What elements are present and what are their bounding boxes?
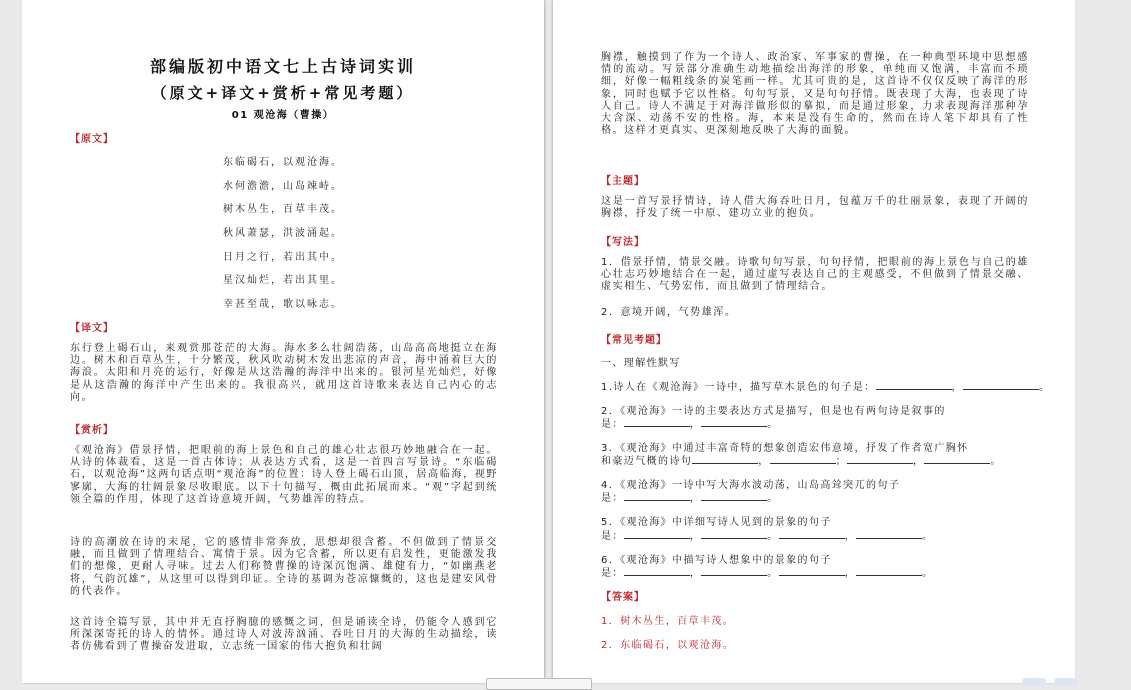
toolbar-button[interactable] <box>1022 678 1046 686</box>
method-paragraph-2: 2．意境开阔，气势雄浑。 <box>601 307 737 318</box>
section-heading-questions: 【常见考题】 <box>601 335 667 346</box>
question-3: 3．《观沧海》中通过丰富奇特的想象创造宏伟意境，抒发了作者宽广胸怀 <box>601 443 969 454</box>
question-5-blanks: 是： ， 。 ， 。 <box>601 531 934 542</box>
section-heading-answers: 【答案】 <box>601 592 645 603</box>
poem-line: 幸甚至哉，歌以咏志。 <box>223 299 343 310</box>
appreciation-paragraph-3: 这首诗全篇写景，其中并无直抒胸臆的感慨之词，但是诵读全诗，仍能令人感到它所深深寄托的诗人的情怀。通过诗人对波涛汹涌、吞吐日月的大海的生动描绘，读者仿佛看到了曹操奋发进取，立志统一国家的伟大抱负和壮阔 <box>70 617 498 653</box>
question-6-blanks: 是： ， 。 ， 。 <box>601 568 934 579</box>
question-4: 4．《观沧海》一诗中写大海水波动荡，山岛高耸突兀的句子 <box>601 480 901 491</box>
document-page-right <box>553 0 1075 683</box>
toolbar-button[interactable] <box>1054 678 1078 686</box>
section-heading-method: 【写法】 <box>601 237 645 248</box>
document-subtitle: （原文+译文+赏析+常见考题） <box>151 84 415 102</box>
poem-line: 星汉灿烂，若出其里。 <box>223 275 343 286</box>
question-5: 5．《观沧海》中详细写诗人见到的景象的句子 <box>601 517 832 528</box>
question-2-blanks: 是： ， 。 <box>601 419 779 430</box>
question-2: 2．《观沧海》一诗的主要表达方式是描写，但是也有两句诗是叙事的 <box>601 406 946 417</box>
poem-line: 水何澹澹，山岛竦峙。 <box>223 181 343 192</box>
poem-line: 秋风萧瑟，洪波涌起。 <box>223 228 343 239</box>
page-control-button[interactable] <box>486 678 592 690</box>
appreciation-paragraph-1: 《观沧海》借景抒情，把眼前的海上景色和自己的雄心壮志很巧妙地融合在一起。从诗的体裁看，这是一首古体诗；从表达方式看，这是一首四言写景诗。“东临碣石，以观沧海”这两句话点明“观沧海”的位置：诗人登上碣石山顶，居高临海，视野寥廓，大海的壮阔景象尽收眼底。以下十句描写，概由此拓展而来。“观”字起到统领全篇的作用，体现了这首诗意境开阔，气势雄浑的特点。 <box>70 445 498 505</box>
theme-paragraph: 这是一首写景抒情诗，诗人借大海吞吐日月，包蕴万千的壮丽景象，表现了开阔的胸襟，抒发了统一中原、建功立业的抱负。 <box>601 196 1029 220</box>
section-heading-original: 【原文】 <box>70 134 114 145</box>
question-6: 6．《观沧海》中描写诗人想象中的景象的句子 <box>601 555 832 566</box>
question-1: 1.诗人在《观沧海》一诗中，描写草木景色的句子是： ， 。 <box>601 382 1051 393</box>
section-heading-translation: 【译文】 <box>70 323 114 334</box>
question-4-blanks: 是： ， 。 <box>601 493 779 504</box>
translation-paragraph: 东行登上碣石山，来观赏那苍茫的大海。海水多么壮阔浩荡，山岛高高地挺立在海边。树木和百草丛生，十分繁茂，秋风吹动树木发出悲凉的声音，海中涌着巨大的海浪。太阳和月亮的运行，好像是从这浩瀚的海洋中出来的。银河星光灿烂，好像是从这浩瀚的海洋中产生出来的。我很高兴，就用这首诗歌来表达自己内心的志向。 <box>70 343 498 403</box>
poem-line: 东临碣石，以观沧海。 <box>223 157 343 168</box>
section-heading-appreciation: 【赏析】 <box>70 425 114 436</box>
question-3-blanks: 和豪迈气概的诗句 ， ； ， 。 <box>601 456 1002 467</box>
appreciation-continuation: 胸襟，触摸到了作为一个诗人、政治家、军事家的曹操，在一种典型环境中思想感情的流动。写景部分准确生动地描绘出海洋的形象，单纯而又饱满，丰富而不琐细，好像一幅粗线条的炭笔画一样。尤其可贵的是，这首诗不仅仅反映了海洋的形象，同时也赋予它以性格。句句写景，又是句句抒情。既表现了大海，也表现了诗人自己。诗人不满足于对海洋做形似的摹拟，而是通过形象，力求表现海洋那种孕大含深、动荡不安的性格。海，本来是没有生命的，然而在诗人笔下却具有了性格。这样才更真实、更深刻地反映了大海的面貌。 <box>601 52 1029 137</box>
method-paragraph-1: 1．借景抒情，情景交融。诗歌句句写景，句句抒情，把眼前的海上景色与自己的雄心壮志巧妙地结合在一起，通过虚写表达自己的主观感受，不但做到了情景交融、虚实相生、气势宏伟，而且做到了情理结合。 <box>601 257 1029 293</box>
question-group-title: 一、理解性默写 <box>601 358 681 369</box>
poem-line: 树木丛生，百草丰茂。 <box>223 204 343 215</box>
document-page-left <box>22 0 544 683</box>
section-heading-theme: 【主题】 <box>601 176 645 187</box>
poem-line: 日月之行，若出其中。 <box>223 252 343 263</box>
poem-title: 01 观沧海（曹操） <box>231 110 335 121</box>
answer-2: 2．东临碣石，以观沧海。 <box>601 640 735 651</box>
answer-1: 1．树木丛生，百草丰茂。 <box>601 616 735 627</box>
appreciation-paragraph-2: 诗的高潮放在诗的末尾，它的感情非常奔放，思想却很含蓄。不但做到了情景交融，而且做到了情理结合、寓情于景。因为它含蓄，所以更有启发性，更能激发我们的想像，更耐人寻味。过去人们称赞曹操的诗深沉饱满、雄健有力，“如幽燕老将，气韵沉雄”，从这里可以得到印证。全诗的基调为苍凉慷慨的，这也是建安风骨的代表作。 <box>70 537 498 597</box>
document-title: 部编版初中语文七上古诗词实训 <box>149 57 416 76</box>
